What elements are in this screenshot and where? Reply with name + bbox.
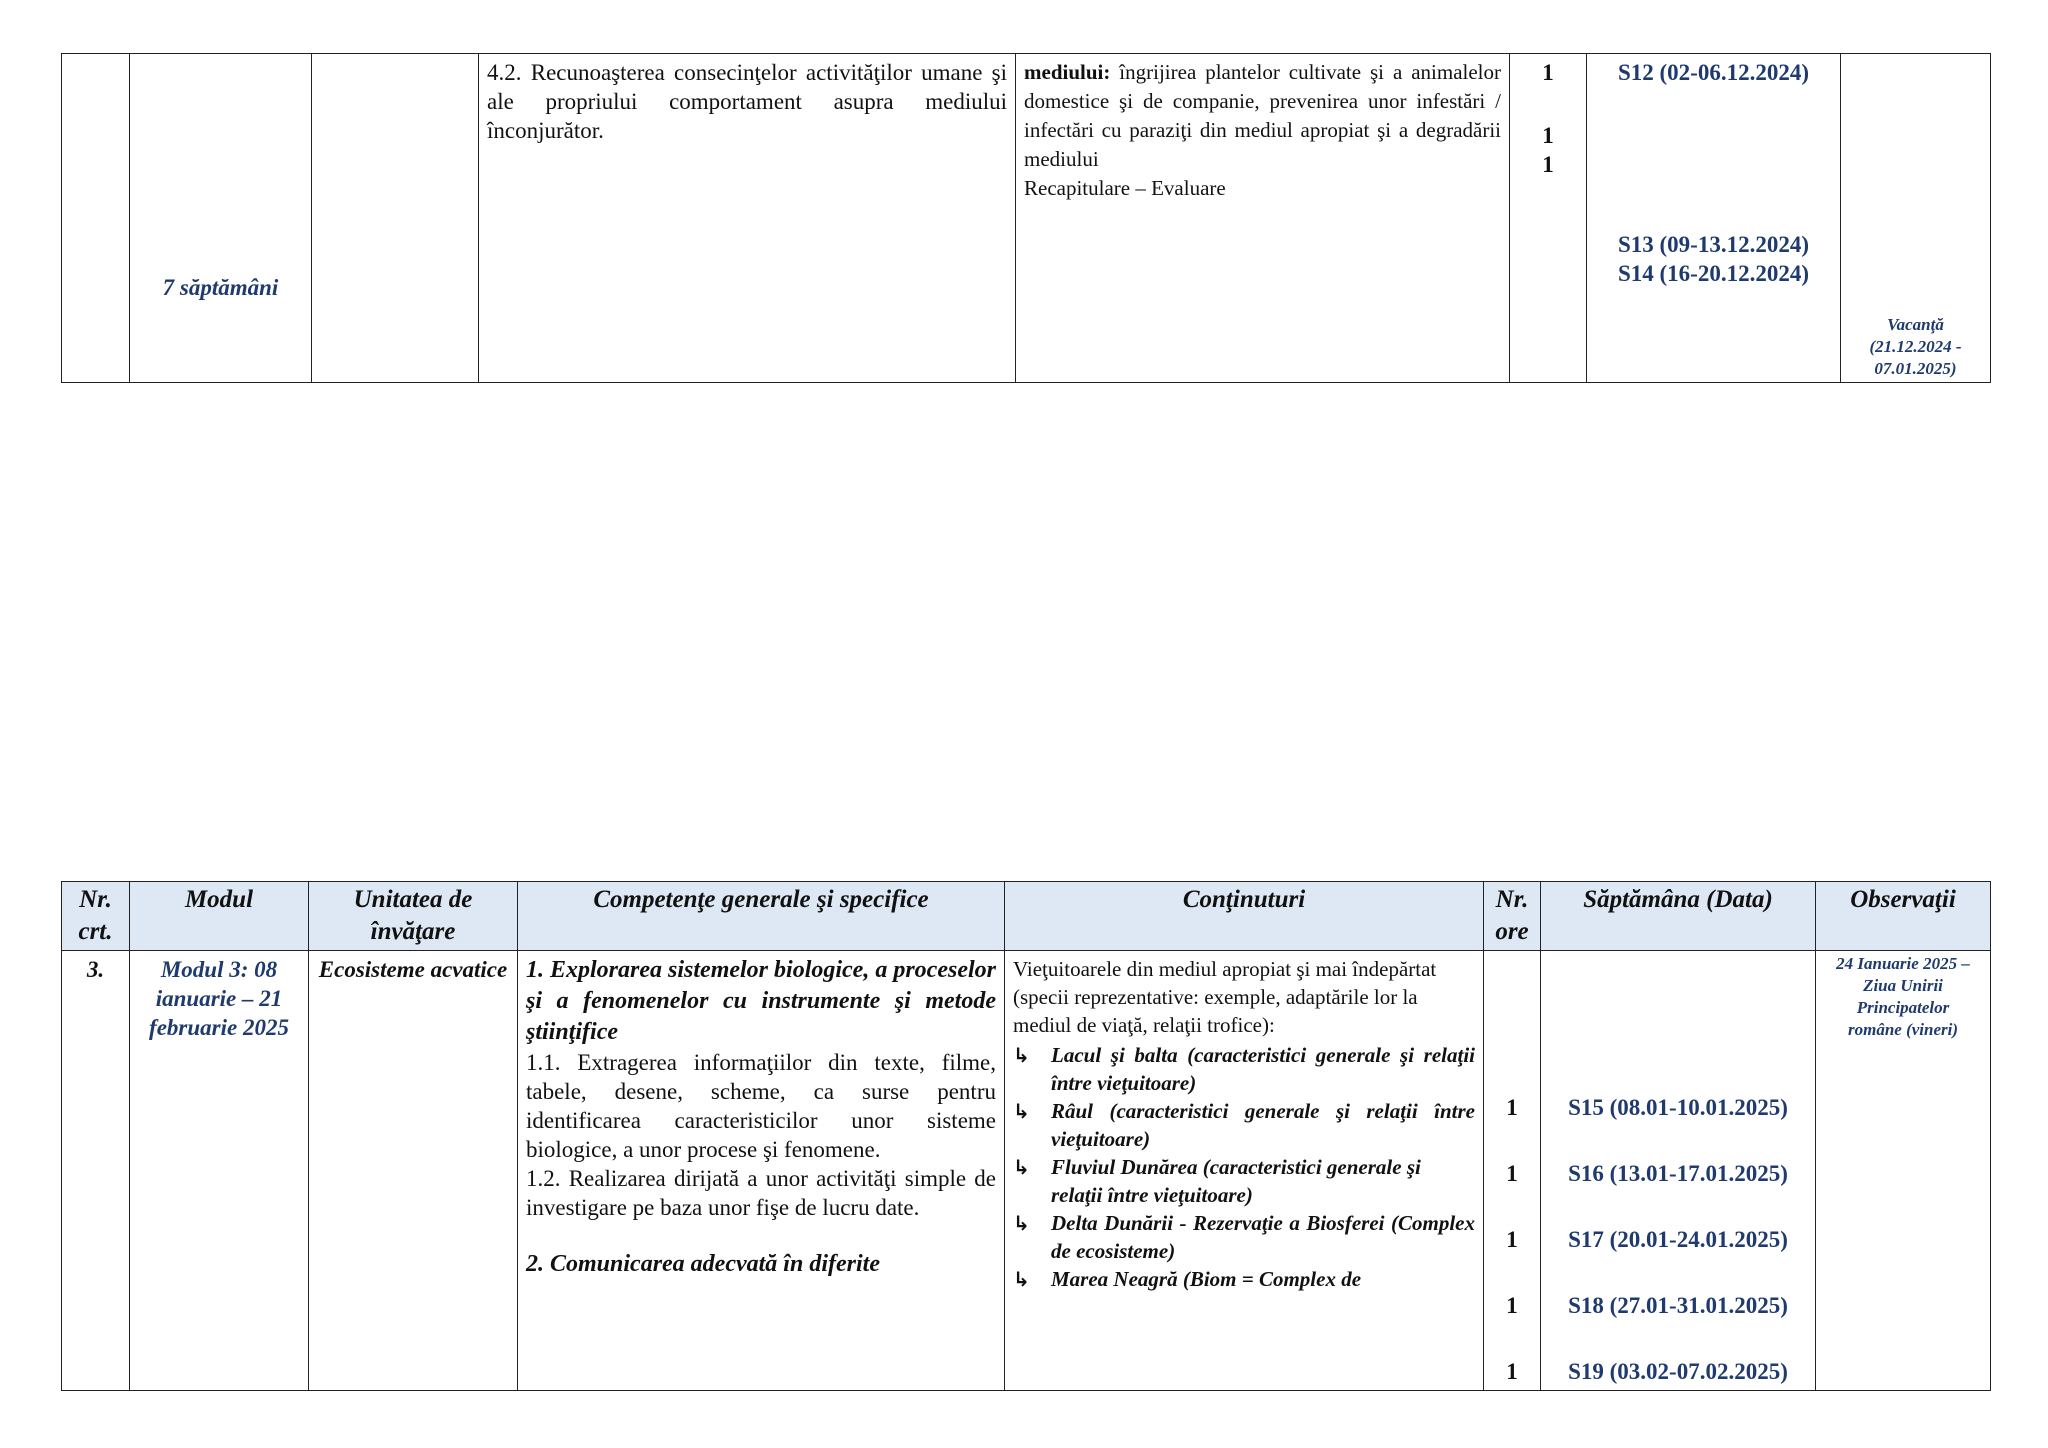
hour-value: 1 [1542,152,1554,177]
list-item [1013,1265,1475,1293]
arrow-bullet-icon: ↳ [1013,1267,1030,1291]
content-item: Delta Dunării - Rezervaţie a Biosferei (Complex de ecosisteme) [1051,1211,1475,1263]
competence-4-2: 4.2. Recunoaşterea consecinţelor activităţilor umane şi ale propriului comportament asupra mediului înconjurător. [487,60,1007,143]
content-item: Marea Neagră (Biom = Complex de [1051,1267,1362,1291]
row-competences [518,951,1005,1391]
hours-cell [1510,54,1587,383]
competence-cell [479,54,1016,383]
week-s18: S18 (27.01-31.01.2025) [1568,1293,1788,1318]
hour-value: 1 [1506,1161,1518,1186]
weeks-cell [1587,54,1841,383]
hour-value: 1 [1542,60,1554,85]
header-row [62,882,1991,951]
week-s19: S19 (03.02-07.02.2025) [1568,1359,1788,1384]
header-observations: Observaţii [1816,882,1991,951]
list-item [1013,1097,1475,1153]
row-weeks [1541,951,1816,1391]
content-review: Recapitulare – Evaluare [1024,176,1226,200]
hour-value: 1 [1506,1359,1518,1384]
hour-value: 1 [1506,1293,1518,1318]
header-nr: Nr. crt. [62,882,130,951]
arrow-bullet-icon: ↳ [1013,1043,1030,1067]
header-competences: Competenţe generale şi specifice [518,882,1005,951]
week-s17: S17 (20.01-24.01.2025) [1568,1227,1788,1252]
unit-cell [312,54,479,383]
specific-competence-1-1: 1.1. Extragerea informaţiilor din texte, filme, tabele, desene, scheme, ca surse pentru identificarea caracteristicilor unor sisteme biologice, a unor procese şi fenomene. [526,1050,996,1162]
duration-text: 7 săptămâni [162,275,279,300]
header-unit: Unitatea de învăţare [309,882,518,951]
list-item [1013,1209,1475,1265]
week-s12: S12 (02-06.12.2024) [1617,60,1810,85]
table-row [62,951,1991,1391]
content-list [1013,1041,1475,1293]
nr-cell [62,54,130,383]
observation-text: 24 Ianuarie 2025 – Ziua Unirii Principatelor române (vineri) [1836,954,1970,1039]
arrow-bullet-icon: ↳ [1013,1099,1030,1123]
row-hours [1484,951,1541,1391]
row-module [130,951,309,1391]
row-nr: 3. [62,951,130,1391]
unit-text: Ecosisteme acvatice [318,957,508,982]
week-s15: S15 (08.01-10.01.2025) [1568,1095,1788,1120]
content-bold-label: mediului: [1024,60,1111,84]
week-s13: S13 (09-13.12.2024) [1617,232,1810,257]
hour-value: 1 [1542,123,1554,148]
observation-cell [1841,54,1991,383]
bottom-table [61,881,1991,1391]
header-contents: Conţinuturi [1005,882,1484,951]
general-competence-2: 2. Comunicarea adecvată în diferite [526,1251,880,1277]
week-s16: S16 (13.01-17.01.2025) [1568,1161,1788,1186]
week-s14: S14 (16-20.12.2024) [1617,261,1810,286]
content-cell [1016,54,1510,383]
content-text [1024,58,1501,174]
hour-value: 1 [1506,1095,1518,1120]
hour-value: 1 [1506,1227,1518,1252]
row-observation [1816,951,1991,1391]
top-table [61,53,1991,383]
content-item: Lacul şi balta (caracteristici generale şi relaţii între vieţuitoare) [1051,1043,1475,1095]
header-module: Modul [130,882,309,951]
specific-competence-1-2: 1.2. Realizarea dirijată a unor activităţi simple de investigare pe baza unor fişe de lucru date. [526,1166,996,1220]
header-week: Săptămâna (Data) [1541,882,1816,951]
list-item [1013,1041,1475,1097]
row-contents [1005,951,1484,1391]
content-body: îngrijirea plantelor cultivate şi a animalelor domestice şi de companie, prevenirea unor infestări / infectări cu paraziţi din mediul apropiat şi a degradării mediului [1024,60,1501,171]
module-text: Modul 3: 08 ianuarie – 21 februarie 2025 [149,957,289,1040]
vacation-note: Vacanţă (21.12.2024 - 07.01.2025) [1869,315,1962,378]
row-unit [309,951,518,1391]
list-item [1013,1153,1475,1209]
arrow-bullet-icon: ↳ [1013,1211,1030,1235]
general-competence-1: 1. Explorarea sistemelor biologice, a proceselor şi a fenomenelor cu instrumente şi metode ştiinţifice [526,957,996,1045]
arrow-bullet-icon: ↳ [1013,1155,1030,1179]
header-hours: Nr. ore [1484,882,1541,951]
duration-cell [130,54,312,383]
content-item: Râul (caracteristici generale şi relaţii între vieţuitoare) [1051,1099,1475,1151]
content-item: Fluviul Dunărea (caracteristici generale şi relaţii între vieţuitoare) [1051,1155,1421,1207]
content-intro: Vieţuitoarele din mediul apropiat şi mai îndepărtat (specii reprezentative: exemple, adaptările lor la mediul de viaţă, relaţii trofice): [1013,957,1437,1037]
